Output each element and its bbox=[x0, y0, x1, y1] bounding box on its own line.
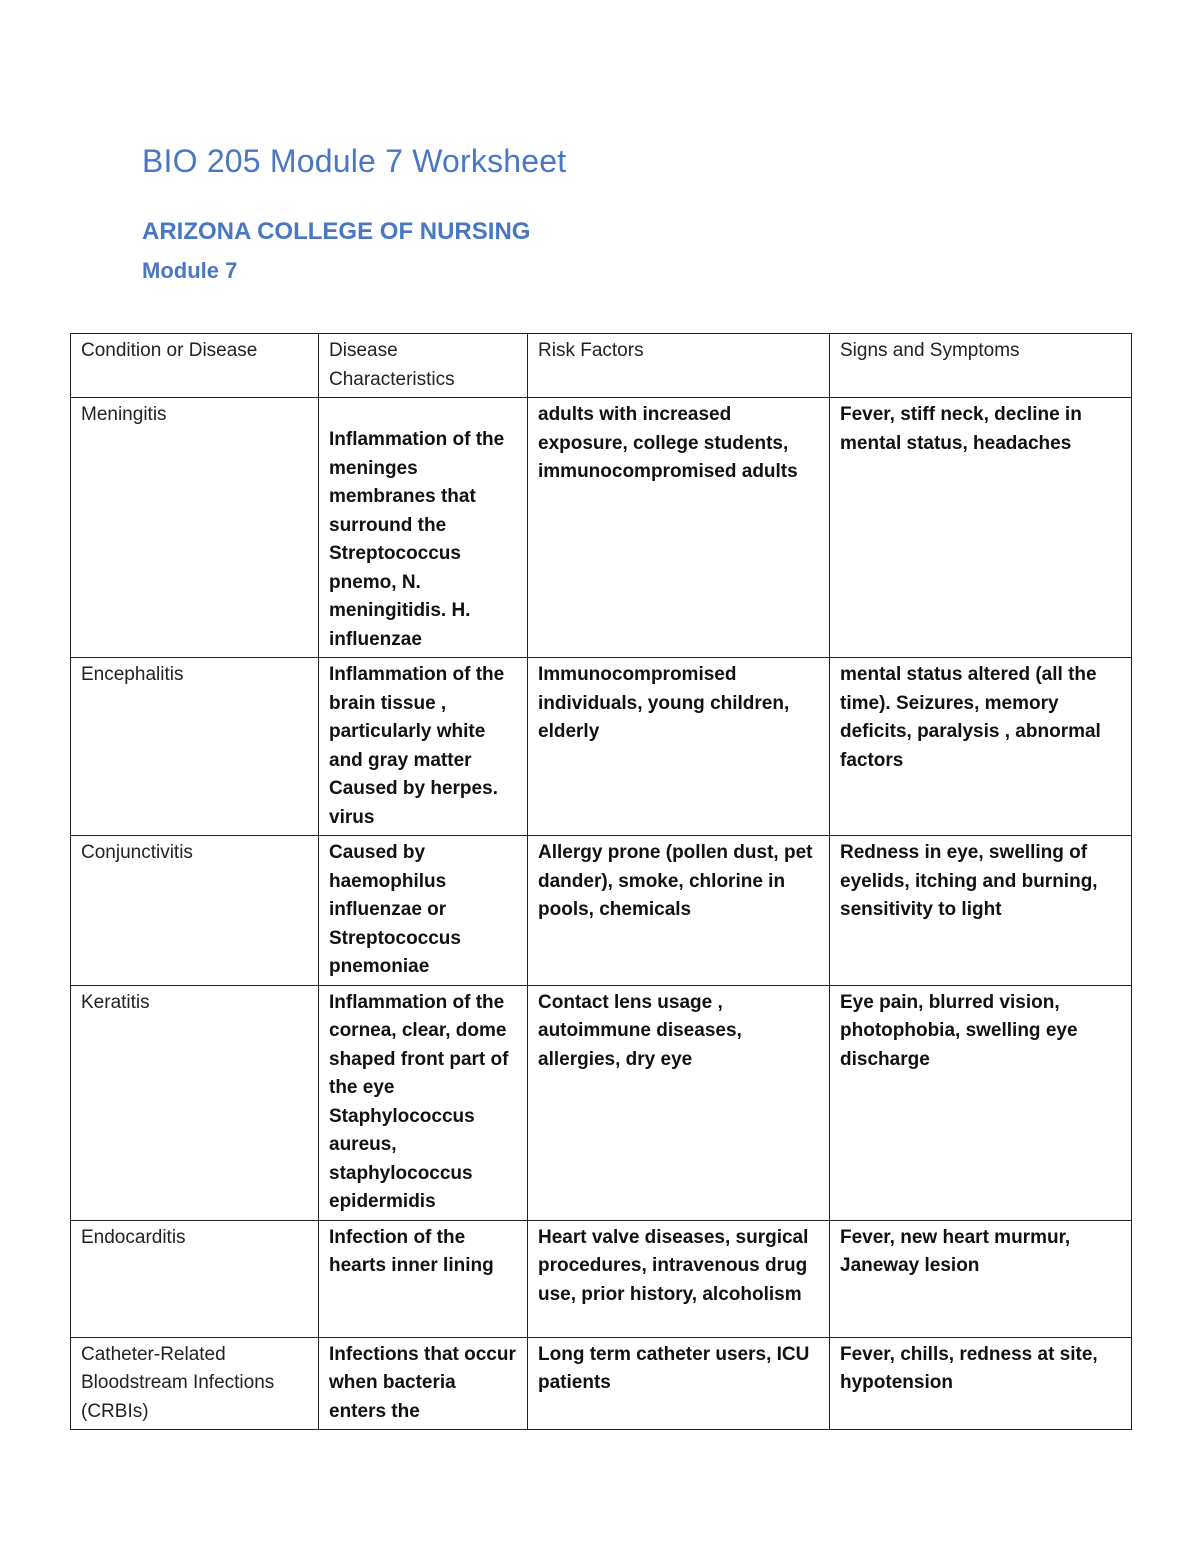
characteristics-cell: Inflammation of the cornea, clear, dome shaped front part of the eye Staphylococcus aureus, staphylococcus epidermidis bbox=[319, 985, 528, 1220]
condition-cell: Encephalitis bbox=[71, 658, 319, 836]
table-header-row bbox=[71, 334, 1132, 398]
symptoms-cell: Fever, new heart murmur, Janeway lesion bbox=[830, 1220, 1132, 1337]
condition-cell: Conjunctivitis bbox=[71, 836, 319, 986]
risk-factors-cell: adults with increased exposure, college students, immunocompromised adults bbox=[528, 398, 830, 658]
characteristics-cell: Infections that occur when bacteria enters the bbox=[319, 1337, 528, 1430]
table-row bbox=[71, 1337, 1132, 1430]
disease-table bbox=[70, 333, 1132, 1430]
condition-cell: Meningitis bbox=[71, 398, 319, 658]
risk-factors-cell: Immunocompromised individuals, young children, elderly bbox=[528, 658, 830, 836]
risk-factors-cell: Allergy prone (pollen dust, pet dander), smoke, chlorine in pools, chemicals bbox=[528, 836, 830, 986]
characteristics-cell: Inflammation of the brain tissue , particularly white and gray matter Caused by herpes. virus bbox=[319, 658, 528, 836]
header-condition: Condition or Disease bbox=[71, 334, 319, 398]
symptoms-cell: Eye pain, blurred vision, photophobia, swelling eye discharge bbox=[830, 985, 1132, 1220]
table-row bbox=[71, 836, 1132, 986]
symptoms-cell: Redness in eye, swelling of eyelids, itching and burning, sensitivity to light bbox=[830, 836, 1132, 986]
header-risk-factors: Risk Factors bbox=[528, 334, 830, 398]
document-title: BIO 205 Module 7 Worksheet bbox=[142, 143, 567, 179]
condition-cell: Endocarditis bbox=[71, 1220, 319, 1337]
symptoms-cell: Fever, chills, redness at site, hypotension bbox=[830, 1337, 1132, 1430]
risk-factors-cell: Heart valve diseases, surgical procedures, intravenous drug use, prior history, alcoholism bbox=[528, 1220, 830, 1337]
characteristics-cell: Caused by haemophilus influenzae or Streptococcus pnemoniae bbox=[319, 836, 528, 986]
module-label: Module 7 bbox=[142, 258, 238, 283]
symptoms-cell: Fever, stiff neck, decline in mental status, headaches bbox=[830, 398, 1132, 658]
table-row bbox=[71, 658, 1132, 836]
condition-cell: Catheter-Related Bloodstream Infections (CRBIs) bbox=[71, 1337, 319, 1430]
organization-name: ARIZONA COLLEGE OF NURSING bbox=[142, 218, 531, 245]
table-row bbox=[71, 398, 1132, 658]
table-row bbox=[71, 985, 1132, 1220]
header-symptoms: Signs and Symptoms bbox=[830, 334, 1132, 398]
header-characteristics: Disease Characteristics bbox=[319, 334, 528, 398]
condition-cell: Keratitis bbox=[71, 985, 319, 1220]
characteristics-cell: Inflammation of the meninges membranes that surround the Streptococcus pnemo, N. meningitidis. H. influenzae bbox=[319, 398, 528, 658]
symptoms-cell: mental status altered (all the time). Seizures, memory deficits, paralysis , abnormal factors bbox=[830, 658, 1132, 836]
characteristics-cell: Infection of the hearts inner lining bbox=[319, 1220, 528, 1337]
risk-factors-cell: Contact lens usage , autoimmune diseases, allergies, dry eye bbox=[528, 985, 830, 1220]
table-row bbox=[71, 1220, 1132, 1337]
risk-factors-cell: Long term catheter users, ICU patients bbox=[528, 1337, 830, 1430]
